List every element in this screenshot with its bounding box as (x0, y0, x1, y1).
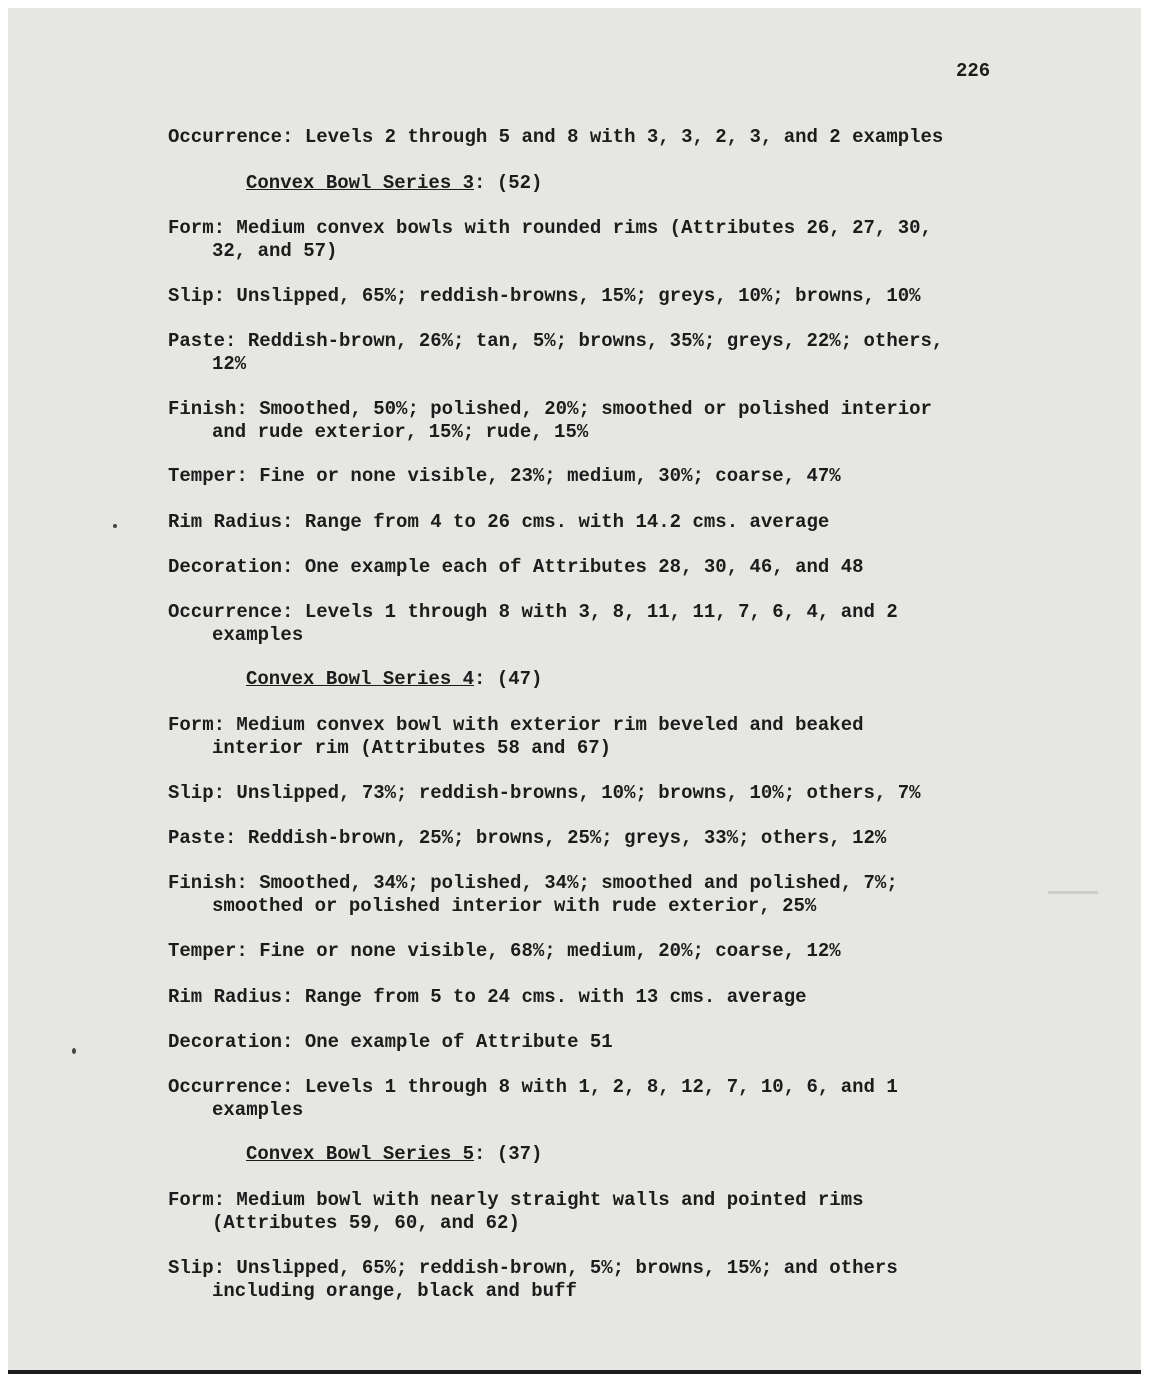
form-entry (168, 1189, 864, 1235)
temper-entry: Temper: Fine or none visible, 68%; medium, 20%; coarse, 12% (168, 940, 841, 962)
occurrence-line: Occurrence: Levels 2 through 5 and 8 with 3, 3, 2, 3, and 2 examples (168, 126, 944, 148)
rim-radius-entry: Rim Radius: Range from 4 to 26 cms. with 14.2 cms. average (168, 511, 830, 533)
form-entry (168, 714, 864, 760)
slip-entry (168, 1257, 898, 1303)
finish-line-1: Finish: Smoothed, 34%; polished, 34%; smoothed and polished, 7%; (168, 872, 898, 894)
form-line-2: interior rim (Attributes 58 and 67) (212, 737, 612, 759)
paste-entry (168, 330, 943, 376)
occurrence-entry (168, 1076, 898, 1122)
form-line-1: Form: Medium bowl with nearly straight walls and pointed rims (168, 1189, 864, 1211)
page-number: 226 (956, 60, 991, 82)
slip-line-2: including orange, black and buff (212, 1280, 577, 1302)
decoration-entry: Decoration: One example each of Attributes 28, 30, 46, and 48 (168, 556, 864, 578)
finish-line-2: smoothed or polished interior with rude exterior, 25% (212, 895, 817, 917)
series-heading-3 (246, 172, 542, 194)
occurrence-line-2: examples (212, 624, 304, 646)
finish-entry (168, 398, 932, 444)
form-line-1: Form: Medium convex bowls with rounded rims (Attributes 26, 27, 30, (168, 217, 932, 239)
occurrence-entry (168, 601, 898, 647)
form-entry (168, 217, 932, 263)
scan-mark (1048, 891, 1098, 894)
series-title: Convex Bowl Series 4 (246, 668, 475, 690)
scan-speck (113, 524, 117, 528)
slip-line-1: Slip: Unslipped, 65%; reddish-brown, 5%; browns, 15%; and others (168, 1257, 898, 1279)
finish-line-1: Finish: Smoothed, 50%; polished, 20%; smoothed or polished interior (168, 398, 932, 420)
occurrence-line-1: Occurrence: Levels 1 through 8 with 3, 8, 11, 11, 7, 6, 4, and 2 (168, 601, 898, 623)
series-heading-4 (246, 668, 542, 690)
occurrence-line-1: Occurrence: Levels 1 through 8 with 1, 2, 8, 12, 7, 10, 6, and 1 (168, 1076, 898, 1098)
paste-entry: Paste: Reddish-brown, 25%; browns, 25%; greys, 33%; others, 12% (168, 827, 887, 849)
slip-entry: Slip: Unslipped, 65%; reddish-browns, 15%; greys, 10%; browns, 10% (168, 285, 921, 307)
series-count: : (52) (474, 172, 543, 194)
series-title: Convex Bowl Series 5 (246, 1143, 475, 1165)
paste-line-2: 12% (212, 353, 247, 375)
document-page (8, 8, 1141, 1374)
decoration-entry: Decoration: One example of Attribute 51 (168, 1031, 613, 1053)
slip-entry: Slip: Unslipped, 73%; reddish-browns, 10%; browns, 10%; others, 7% (168, 782, 921, 804)
form-line-2: (Attributes 59, 60, and 62) (212, 1212, 520, 1234)
scan-speck (72, 1048, 76, 1054)
form-line-1: Form: Medium convex bowl with exterior rim beveled and beaked (168, 714, 864, 736)
series-title: Convex Bowl Series 3 (246, 172, 475, 194)
finish-entry (168, 872, 898, 918)
rim-radius-entry: Rim Radius: Range from 5 to 24 cms. with 13 cms. average (168, 986, 807, 1008)
form-line-2: 32, and 57) (212, 240, 338, 262)
series-heading-5 (246, 1143, 542, 1165)
temper-entry: Temper: Fine or none visible, 23%; medium, 30%; coarse, 47% (168, 465, 841, 487)
paste-line-1: Paste: Reddish-brown, 26%; tan, 5%; browns, 35%; greys, 22%; others, (168, 330, 944, 352)
series-count: : (47) (474, 668, 543, 690)
occurrence-line-2: examples (212, 1099, 304, 1121)
series-count: : (37) (474, 1143, 543, 1165)
finish-line-2: and rude exterior, 15%; rude, 15% (212, 421, 589, 443)
